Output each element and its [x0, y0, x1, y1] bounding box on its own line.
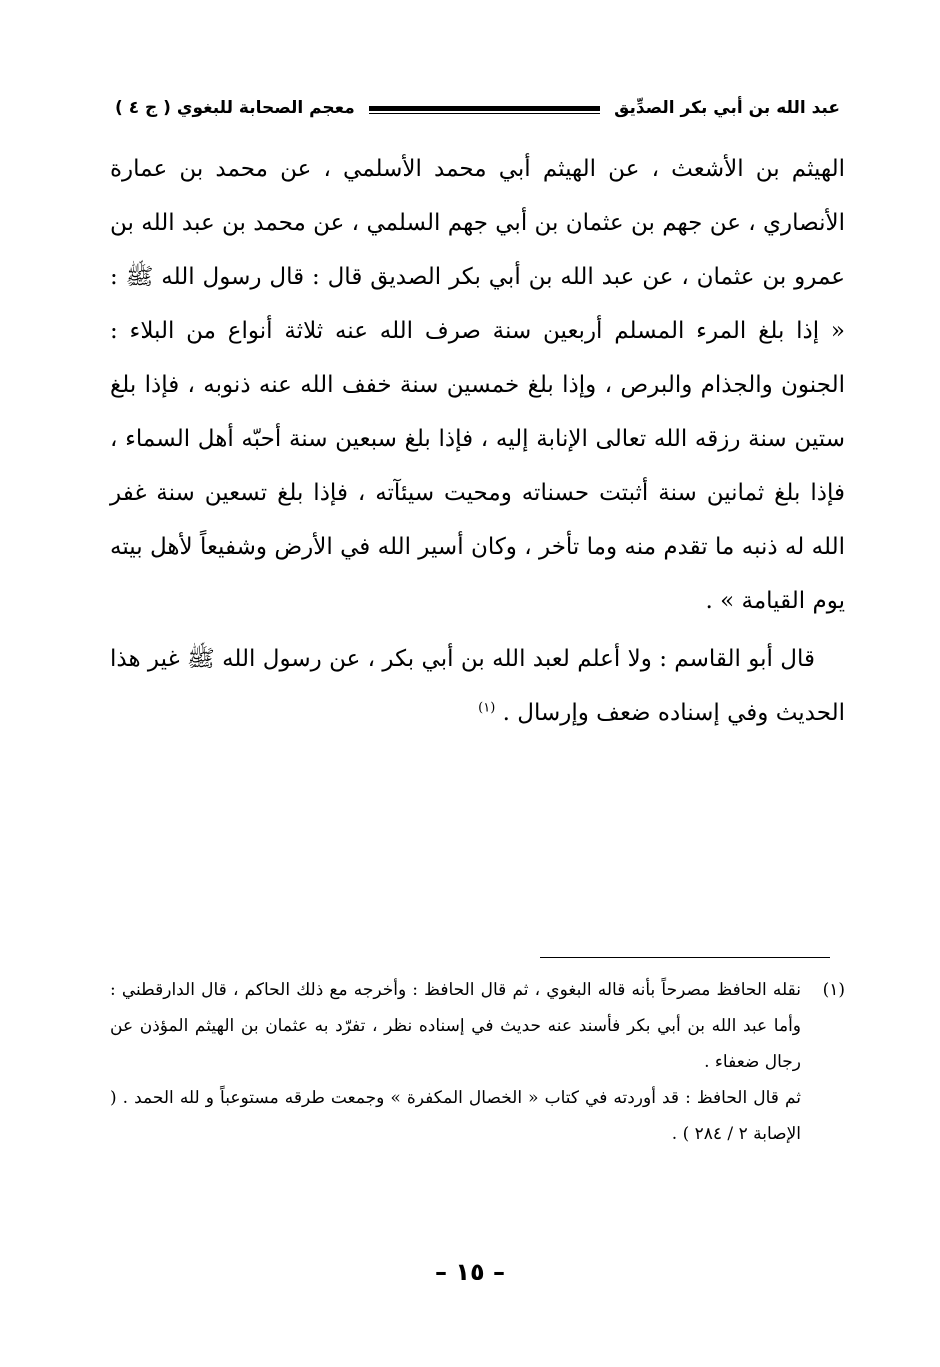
header-section-title: عبد الله بن أبي بكر الصدِّيق: [614, 98, 840, 118]
footnote-separator: [540, 957, 830, 958]
footnote-body: [110, 972, 801, 1152]
paragraph-commentary: [110, 632, 845, 740]
footnote-1: [110, 972, 845, 1152]
footnote-reference: (١): [478, 700, 496, 716]
footnotes: [110, 972, 845, 1152]
commentary-text: قال أبو القاسم : ولا أعلم لعبد الله بن أبي بكر ، عن رسول الله ﷺ غير هذا الحديث وفي إسناده ضعف وإرسال .: [110, 646, 845, 726]
header-rule: [369, 106, 600, 111]
paragraph-hadith: الهيثم بن الأشعث ، عن الهيثم أبي محمد الأسلمي ، عن محمد بن عمارة الأنصاري ، عن جهم بن عثمان بن أبي جهم السلمي ، عن محمد بن عبد الله بن عمرو بن عثمان ، عن عبد الله بن أبي بكر الصديق قال : قال رسول الله ﷺ : « إذا بلغ المرء المسلم أربعين سنة صرف الله عنه ثلاثة أنواع من البلاء : الجنون والجذام والبرص ، وإذا بلغ خمسين سنة خفف الله عنه ذنوبه ، فإذا بلغ ستين سنة رزقه الله تعالى الإنابة إليه ، فإذا بلغ سبعين سنة أحبّه أهل السماء ، فإذا بلغ ثمانين سنة أثبتت حسناته ومحيت سيئآته ، فإذا بلغ تسعين سنة غفر الله له ذنبه ما تقدم منه وما تأخر ، وكان أسير الله في الأرض وشفيعاً لأهل بيته يوم القيامة » .: [110, 156, 845, 614]
footnote-line: ثم قال الحافظ : قد أوردته في كتاب « الخصال المكفرة » وجمعت طرقه مستوعباً و لله الحمد . ( الإصابة ٢ / ٢٨٤ ) .: [110, 1088, 801, 1144]
running-header: [115, 90, 840, 126]
footnote-number: (١): [822, 980, 845, 1000]
main-text: [110, 142, 845, 740]
footnote-line: نقله الحافظ مصرحاً بأنه قاله البغوي ، ثم قال الحافظ : وأخرجه مع ذلك الحاكم ، قال الدارقطني : وأما عبد الله بن أبي بكر فأسند عنه حديث في إسناده نظر ، تفرّد به عثمان بن الهيثم المؤذن عن رجال ضعفاء .: [110, 980, 801, 1072]
header-book-title: معجم الصحابة للبغوي ( ج ٤ ): [115, 98, 355, 118]
page-number: – ١٥ –: [434, 1258, 505, 1286]
